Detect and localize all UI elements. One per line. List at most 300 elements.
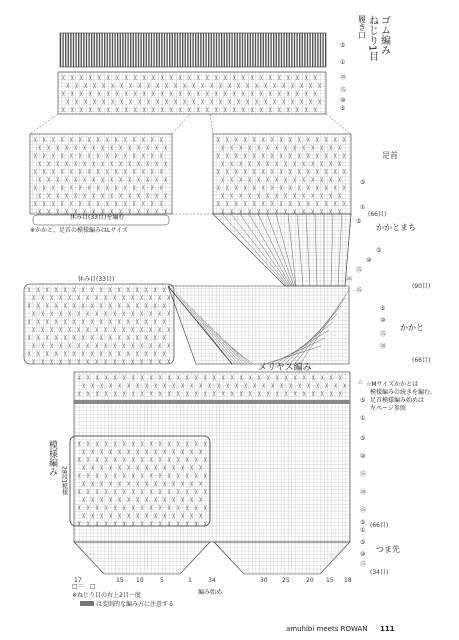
cross-stitch-symbol: ╳ — [104, 311, 107, 316]
cross-stitch-symbol: ╳ — [88, 169, 91, 174]
cross-stitch-symbol: ╳ — [62, 107, 65, 112]
cross-stitch-symbol: ╳ — [280, 201, 283, 206]
cross-stitch-symbol: ╳ — [167, 311, 170, 316]
cross-stitch-symbol: ╳ — [123, 489, 126, 494]
cross-stitch-symbol: ╳ — [186, 489, 189, 494]
cross-stitch-symbol: ╳ — [197, 75, 200, 80]
cross-stitch-symbol: ╳ — [136, 465, 139, 470]
cross-stitch-symbol: ╳ — [154, 335, 157, 340]
cross-stitch-symbol: ╳ — [149, 327, 152, 332]
cross-stitch-symbol: ╳ — [56, 145, 59, 150]
cross-stitch-symbol: ╳ — [226, 169, 229, 174]
cross-stitch-symbol: ╳ — [70, 137, 73, 142]
cross-stitch-symbol: ╳ — [70, 153, 73, 158]
cross-stitch-symbol: ╳ — [154, 465, 157, 470]
cross-stitch-symbol: ╳ — [78, 391, 81, 396]
cross-stitch-symbol: ╳ — [155, 193, 158, 198]
cross-stitch-symbol: ╳ — [302, 161, 305, 166]
cross-stitch-symbol: ╳ — [217, 153, 220, 158]
cross-stitch-symbol: ╳ — [127, 465, 130, 470]
cross-stitch-symbol: ╳ — [109, 513, 112, 518]
cross-stitch-symbol: ╳ — [77, 311, 80, 316]
cross-stitch-symbol: ╳ — [101, 177, 104, 182]
cross-stitch-symbol: ╳ — [106, 169, 109, 174]
cross-stitch-symbol: ╳ — [257, 145, 260, 150]
cross-stitch-symbol: ╳ — [294, 375, 297, 380]
cross-stitch-symbol: ╳ — [221, 209, 224, 214]
cross-stitch-symbol: ╳ — [96, 441, 99, 446]
cross-stitch-symbol: ╳ — [119, 193, 122, 198]
cross-stitch-symbol: ╳ — [105, 489, 108, 494]
cross-stitch-symbol: ╳ — [233, 91, 236, 96]
svg-text:30: 30 — [260, 577, 268, 584]
cross-stitch-symbol: ╳ — [168, 457, 171, 462]
cross-stitch-symbol: ╳ — [102, 83, 105, 88]
cross-stitch-symbol: ╳ — [107, 91, 110, 96]
cross-stitch-symbol: ╳ — [199, 449, 202, 454]
cross-stitch-symbol: ╳ — [43, 153, 46, 158]
cross-stitch-symbol: ╳ — [159, 489, 162, 494]
svg-text:足首模様編み始めは: 足首模様編み始めは — [370, 397, 425, 404]
cross-stitch-symbol: ╳ — [230, 145, 233, 150]
cross-stitch-symbol: ╳ — [339, 391, 342, 396]
cross-stitch-symbol: ╳ — [55, 303, 58, 308]
cross-stitch-symbol: ╳ — [93, 83, 96, 88]
cross-stitch-symbol: ╳ — [78, 521, 81, 526]
cross-stitch-symbol: ╳ — [128, 193, 131, 198]
cross-stitch-symbol: ╳ — [105, 521, 108, 526]
cross-stitch-symbol: ╳ — [109, 287, 112, 292]
cross-stitch-symbol: ╳ — [136, 383, 139, 388]
cross-stitch-symbol: ╳ — [140, 295, 143, 300]
cross-stitch-symbol: ╳ — [97, 137, 100, 142]
cross-stitch-symbol: ╳ — [217, 383, 220, 388]
cross-stitch-symbol: ╳ — [271, 383, 274, 388]
cross-stitch-symbol: ╳ — [215, 91, 218, 96]
svg-text:⑩: ⑩ — [360, 453, 366, 460]
cross-stitch-symbol: ╳ — [338, 177, 341, 182]
svg-text:⑮: ⑮ — [380, 331, 387, 338]
cross-stitch-symbol: ╳ — [84, 99, 87, 104]
cross-stitch-symbol: ╳ — [128, 177, 131, 182]
cross-stitch-symbol: ╳ — [127, 481, 130, 486]
legend-knit: □＝ — [72, 583, 84, 590]
cross-stitch-symbol: ╳ — [113, 343, 116, 348]
cross-stitch-symbol: ╳ — [213, 375, 216, 380]
cross-stitch-symbol: ╳ — [105, 457, 108, 462]
top-pattern-band — [58, 72, 326, 114]
cross-stitch-symbol: ╳ — [79, 169, 82, 174]
cross-stitch-symbol: ╳ — [61, 137, 64, 142]
cross-stitch-symbol: ╳ — [91, 303, 94, 308]
cross-stitch-symbol: ╳ — [46, 351, 49, 356]
cross-stitch-symbol: ╳ — [109, 319, 112, 324]
cross-stitch-symbol: ╳ — [204, 521, 207, 526]
cross-stitch-symbol: ╳ — [266, 161, 269, 166]
cross-stitch-symbol: ╳ — [105, 391, 108, 396]
cross-stitch-symbol: ╳ — [164, 193, 167, 198]
cross-stitch-symbol: ╳ — [124, 185, 127, 190]
svg-text:⑤: ⑤ — [360, 179, 366, 186]
cross-stitch-symbol: ╳ — [83, 145, 86, 150]
cross-stitch-symbol: ╳ — [168, 505, 171, 510]
cross-stitch-symbol: ╳ — [92, 177, 95, 182]
row-90: (90目) — [412, 283, 431, 290]
svg-text:5: 5 — [160, 577, 164, 584]
cross-stitch-symbol: ╳ — [97, 185, 100, 190]
cross-stitch-symbol: ╳ — [62, 91, 65, 96]
cross-stitch-symbol: ╳ — [302, 193, 305, 198]
cross-stitch-symbol: ╳ — [132, 441, 135, 446]
cross-stitch-symbol: ╳ — [95, 327, 98, 332]
cross-stitch-symbol: ╳ — [307, 185, 310, 190]
cross-stitch-symbol: ╳ — [122, 359, 125, 364]
cross-stitch-symbol: ╳ — [204, 489, 207, 494]
svg-text:⑤: ⑤ — [360, 519, 366, 526]
cross-stitch-symbol: ╳ — [123, 473, 126, 478]
cross-stitch-symbol: ╳ — [278, 75, 281, 80]
cross-stitch-symbol: ╳ — [118, 383, 121, 388]
cross-stitch-symbol: ╳ — [146, 209, 149, 214]
cross-stitch-symbol: ╳ — [118, 449, 121, 454]
cross-stitch-symbol: ╳ — [92, 193, 95, 198]
cross-stitch-symbol: ╳ — [298, 383, 301, 388]
cross-stitch-symbol: ╳ — [143, 107, 146, 112]
cross-stitch-symbol: ╳ — [41, 295, 44, 300]
legend-knit-symbol: □ — [90, 583, 96, 590]
cross-stitch-symbol: ╳ — [190, 481, 193, 486]
cross-stitch-symbol: ╳ — [77, 327, 80, 332]
cross-stitch-symbol: ╳ — [291, 99, 294, 104]
cross-stitch-symbol: ╳ — [146, 161, 149, 166]
cross-stitch-symbol: ╳ — [113, 295, 116, 300]
cross-stitch-symbol: ╳ — [244, 169, 247, 174]
cross-stitch-symbol: ╳ — [257, 161, 260, 166]
left-ankle-panel — [30, 134, 172, 225]
cross-stitch-symbol: ╳ — [73, 303, 76, 308]
cross-stitch-symbol: ╳ — [59, 359, 62, 364]
cross-stitch-symbol: ╳ — [309, 83, 312, 88]
cross-stitch-symbol: ╳ — [82, 465, 85, 470]
cross-stitch-symbol: ╳ — [83, 193, 86, 198]
cross-stitch-symbol: ╳ — [100, 319, 103, 324]
cross-stitch-symbol: ╳ — [71, 75, 74, 80]
cross-stitch-symbol: ╳ — [131, 359, 134, 364]
cross-stitch-symbol: ╳ — [149, 311, 152, 316]
cross-stitch-symbol: ╳ — [179, 91, 182, 96]
cross-stitch-symbol: ╳ — [127, 497, 130, 502]
cross-stitch-symbol: ╳ — [195, 391, 198, 396]
cross-stitch-symbol: ╳ — [34, 153, 37, 158]
cross-stitch-symbol: ╳ — [71, 91, 74, 96]
cross-stitch-symbol: ╳ — [271, 137, 274, 142]
svg-text:⑳: ⑳ — [346, 276, 353, 283]
cross-stitch-symbol: ╳ — [97, 153, 100, 158]
cross-stitch-symbol: ╳ — [86, 343, 89, 348]
cross-stitch-symbol: ╳ — [86, 359, 89, 364]
cross-stitch-symbol: ╳ — [262, 169, 265, 174]
cross-stitch-symbol: ╳ — [181, 481, 184, 486]
svg-text:左ページ参照: 左ページ参照 — [370, 405, 406, 412]
cross-stitch-symbol: ╳ — [172, 481, 175, 486]
cross-stitch-symbol: ╳ — [52, 185, 55, 190]
cross-stitch-symbol: ╳ — [106, 137, 109, 142]
cross-stitch-symbol: ╳ — [88, 137, 91, 142]
cross-stitch-symbol: ╳ — [230, 193, 233, 198]
cross-stitch-symbol: ╳ — [230, 209, 233, 214]
svg-text:⑤: ⑤ — [340, 42, 346, 49]
cross-stitch-symbol: ╳ — [298, 185, 301, 190]
cross-stitch-symbol: ╳ — [123, 457, 126, 462]
cross-stitch-symbol: ╳ — [124, 153, 127, 158]
cross-stitch-symbol: ╳ — [183, 99, 186, 104]
cross-stitch-symbol: ╳ — [28, 303, 31, 308]
cross-stitch-symbol: ╳ — [226, 153, 229, 158]
cross-stitch-symbol: ╳ — [141, 521, 144, 526]
cross-stitch-symbol: ╳ — [154, 383, 157, 388]
cross-stitch-symbol: ╳ — [159, 473, 162, 478]
svg-text:⑩: ⑩ — [366, 257, 372, 264]
cross-stitch-symbol: ╳ — [43, 185, 46, 190]
cross-stitch-symbol: ╳ — [104, 327, 107, 332]
cross-stitch-symbol: ╳ — [86, 327, 89, 332]
cross-stitch-symbol: ╳ — [104, 359, 107, 364]
cross-stitch-symbol: ╳ — [96, 391, 99, 396]
cross-stitch-symbol: ╳ — [132, 489, 135, 494]
cross-stitch-symbol: ╳ — [96, 473, 99, 478]
cross-stitch-symbol: ╳ — [307, 153, 310, 158]
cross-stitch-symbol: ╳ — [275, 161, 278, 166]
cross-stitch-symbol: ╳ — [119, 177, 122, 182]
cross-stitch-symbol: ╳ — [199, 383, 202, 388]
cross-stitch-symbol: ╳ — [257, 209, 260, 214]
cross-stitch-symbol: ╳ — [100, 383, 103, 388]
cross-stitch-symbol: ╳ — [105, 505, 108, 510]
cross-stitch-symbol: ╳ — [140, 327, 143, 332]
cross-stitch-symbol: ╳ — [52, 169, 55, 174]
cross-stitch-symbol: ╳ — [96, 457, 99, 462]
cross-stitch-symbol: ╳ — [338, 193, 341, 198]
cross-stitch-symbol: ╳ — [80, 91, 83, 96]
cross-stitch-symbol: ╳ — [219, 99, 222, 104]
cross-stitch-symbol: ╳ — [284, 161, 287, 166]
cross-stitch-symbol: ╳ — [186, 505, 189, 510]
cross-stitch-symbol: ╳ — [329, 209, 332, 214]
cross-stitch-symbol: ╳ — [343, 153, 346, 158]
cross-stitch-symbol: ╳ — [86, 311, 89, 316]
cross-stitch-symbol: ╳ — [64, 287, 67, 292]
cross-stitch-symbol: ╳ — [118, 513, 121, 518]
cross-stitch-symbol: ╳ — [305, 91, 308, 96]
cross-stitch-symbol: ╳ — [37, 287, 40, 292]
cross-stitch-symbol: ╳ — [127, 335, 130, 340]
cross-stitch-symbol: ╳ — [287, 75, 290, 80]
cross-stitch-symbol: ╳ — [82, 449, 85, 454]
cross-stitch-symbol: ╳ — [125, 107, 128, 112]
cross-stitch-symbol: ╳ — [224, 75, 227, 80]
cross-stitch-symbol: ╳ — [61, 153, 64, 158]
cross-stitch-symbol: ╳ — [141, 489, 144, 494]
cross-stitch-symbol: ╳ — [269, 75, 272, 80]
cross-stitch-symbol: ╳ — [316, 185, 319, 190]
cross-stitch-symbol: ╳ — [131, 311, 134, 316]
cross-stitch-symbol: ╳ — [64, 319, 67, 324]
heel-label: かかと — [400, 323, 424, 332]
cross-stitch-symbol: ╳ — [80, 107, 83, 112]
cross-stitch-symbol: ╳ — [132, 391, 135, 396]
cross-stitch-symbol: ╳ — [303, 375, 306, 380]
cross-stitch-symbol: ╳ — [280, 169, 283, 174]
cross-stitch-symbol: ╳ — [91, 287, 94, 292]
cross-stitch-symbol: ╳ — [65, 209, 68, 214]
cross-stitch-symbol: ╳ — [91, 449, 94, 454]
cross-stitch-symbol: ╳ — [230, 177, 233, 182]
cross-stitch-symbol: ╳ — [197, 107, 200, 112]
cross-stitch-symbol: ╳ — [34, 137, 37, 142]
cross-stitch-symbol: ╳ — [52, 137, 55, 142]
cross-stitch-symbol: ╳ — [55, 319, 58, 324]
cross-stitch-symbol: ╳ — [181, 449, 184, 454]
toe-label: つま先 — [376, 545, 400, 554]
cross-stitch-symbol: ╳ — [334, 201, 337, 206]
cross-stitch-symbol: ╳ — [83, 209, 86, 214]
cross-stitch-symbol: ╳ — [158, 327, 161, 332]
cross-stitch-symbol: ╳ — [240, 375, 243, 380]
cross-stitch-symbol: ╳ — [282, 99, 285, 104]
cross-stitch-symbol: ╳ — [221, 145, 224, 150]
cross-stitch-symbol: ╳ — [118, 303, 121, 308]
cross-stitch-symbol: ╳ — [82, 481, 85, 486]
cross-stitch-symbol: ╳ — [165, 99, 168, 104]
cross-stitch-symbol: ╳ — [151, 153, 154, 158]
pattern-repeat-label: 28段1模様 — [60, 466, 68, 496]
cross-stitch-symbol: ╳ — [32, 295, 35, 300]
svg-text:⑩: ⑩ — [340, 97, 346, 104]
cross-stitch-symbol: ╳ — [291, 83, 294, 88]
size-note: ※かかと、足首の模様編みはLサイズ — [30, 227, 128, 234]
cross-stitch-symbol: ╳ — [303, 391, 306, 396]
cross-stitch-symbol: ╳ — [307, 137, 310, 142]
cross-stitch-symbol: ╳ — [305, 107, 308, 112]
cross-stitch-symbol: ╳ — [43, 169, 46, 174]
cross-stitch-symbol: ╳ — [154, 319, 157, 324]
cross-stitch-symbol: ╳ — [122, 327, 125, 332]
cross-stitch-symbol: ╳ — [158, 359, 161, 364]
cross-stitch-symbol: ╳ — [73, 351, 76, 356]
cross-stitch-symbol: ╳ — [170, 91, 173, 96]
cross-stitch-symbol: ╳ — [219, 83, 222, 88]
cross-stitch-symbol: ╳ — [177, 489, 180, 494]
svg-text:①: ① — [360, 415, 366, 422]
cross-stitch-symbol: ╳ — [78, 441, 81, 446]
cross-stitch-symbol: ╳ — [179, 107, 182, 112]
cross-stitch-symbol: ╳ — [115, 137, 118, 142]
cross-stitch-symbol: ╳ — [124, 169, 127, 174]
cross-stitch-symbol: ╳ — [89, 91, 92, 96]
cross-stitch-symbol: ╳ — [278, 91, 281, 96]
cross-stitch-symbol: ╳ — [55, 335, 58, 340]
cross-stitch-symbol: ╳ — [154, 513, 157, 518]
cross-stitch-symbol: ╳ — [118, 335, 121, 340]
cross-stitch-symbol: ╳ — [77, 343, 80, 348]
cross-stitch-symbol: ╳ — [109, 351, 112, 356]
cross-stitch-symbol: ╳ — [28, 351, 31, 356]
cross-stitch-symbol: ╳ — [118, 319, 121, 324]
cross-stitch-symbol: ╳ — [142, 169, 145, 174]
cross-stitch-symbol: ╳ — [217, 137, 220, 142]
cross-stitch-symbol: ╳ — [118, 351, 121, 356]
cross-stitch-symbol: ╳ — [91, 319, 94, 324]
cross-stitch-symbol: ╳ — [248, 177, 251, 182]
cross-stitch-symbol: ╳ — [92, 209, 95, 214]
cross-stitch-symbol: ╳ — [136, 449, 139, 454]
svg-text:☆Mサイズかかとは: ☆Mサイズかかとは — [366, 381, 419, 388]
cross-stitch-symbol: ╳ — [88, 153, 91, 158]
cross-stitch-symbol: ╳ — [320, 177, 323, 182]
cross-stitch-symbol: ╳ — [37, 351, 40, 356]
cross-stitch-symbol: ╳ — [325, 137, 328, 142]
cross-stitch-symbol: ╳ — [239, 193, 242, 198]
cross-stitch-symbol: ╳ — [329, 145, 332, 150]
cross-stitch-symbol: ╳ — [343, 137, 346, 142]
cross-stitch-symbol: ╳ — [140, 359, 143, 364]
cross-stitch-symbol: ╳ — [248, 209, 251, 214]
cross-stitch-symbol: ╳ — [137, 193, 140, 198]
cross-stitch-symbol: ╳ — [289, 383, 292, 388]
cross-stitch-symbol: ╳ — [199, 513, 202, 518]
cross-stitch-symbol: ╳ — [95, 359, 98, 364]
cross-stitch-symbol: ╳ — [280, 383, 283, 388]
cross-stitch-symbol: ╳ — [302, 145, 305, 150]
cross-stitch-symbol: ╳ — [102, 99, 105, 104]
cross-stitch-symbol: ╳ — [98, 91, 101, 96]
cross-stitch-symbol: ╳ — [172, 497, 175, 502]
cross-stitch-symbol: ╳ — [38, 145, 41, 150]
cross-stitch-symbol: ╳ — [55, 351, 58, 356]
cross-stitch-symbol: ╳ — [146, 145, 149, 150]
cross-stitch-symbol: ╳ — [284, 193, 287, 198]
cross-stitch-symbol: ╳ — [105, 441, 108, 446]
cross-stitch-symbol: ╳ — [222, 375, 225, 380]
cross-stitch-symbol: ╳ — [188, 91, 191, 96]
cross-stitch-symbol: ╳ — [289, 137, 292, 142]
cross-stitch-symbol: ╳ — [222, 391, 225, 396]
cross-stitch-symbol: ╳ — [133, 137, 136, 142]
cross-stitch-symbol: ╳ — [293, 209, 296, 214]
cross-stitch-symbol: ╳ — [204, 441, 207, 446]
cross-stitch-symbol: ╳ — [244, 153, 247, 158]
cross-stitch-symbol: ╳ — [284, 145, 287, 150]
cross-stitch-symbol: ╳ — [167, 295, 170, 300]
cross-stitch-symbol: ╳ — [161, 107, 164, 112]
cross-stitch-symbol: ╳ — [145, 465, 148, 470]
cross-stitch-symbol: ╳ — [311, 145, 314, 150]
cross-stitch-symbol: ╳ — [132, 457, 135, 462]
heel-gusset-label: かかとまち — [376, 223, 416, 232]
cross-stitch-symbol: ╳ — [204, 505, 207, 510]
cross-stitch-symbol: ╳ — [73, 287, 76, 292]
cross-stitch-symbol: ╳ — [149, 343, 152, 348]
cross-stitch-symbol: ╳ — [311, 209, 314, 214]
cross-stitch-symbol: ╳ — [177, 441, 180, 446]
cross-stitch-symbol: ╳ — [249, 375, 252, 380]
cross-stitch-symbol: ╳ — [186, 441, 189, 446]
cross-stitch-symbol: ╳ — [172, 465, 175, 470]
cross-stitch-symbol: ╳ — [132, 505, 135, 510]
cross-stitch-symbol: ╳ — [109, 303, 112, 308]
cross-stitch-symbol: ╳ — [155, 177, 158, 182]
cross-stitch-symbol: ╳ — [88, 201, 91, 206]
